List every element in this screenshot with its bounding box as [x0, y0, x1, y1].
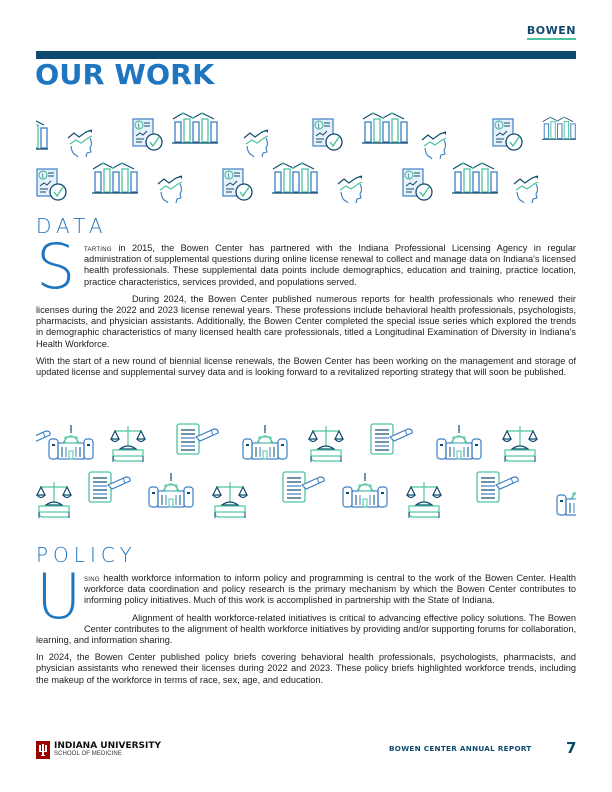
dropcap-letter: U — [36, 560, 82, 633]
bar-chart-icon — [172, 112, 218, 146]
bar-chart-icon — [92, 162, 138, 196]
policy-section-body — [36, 560, 576, 692]
capitol-building-icon — [342, 473, 388, 509]
scales-of-justice-icon — [36, 481, 72, 519]
university-name: INDIANA UNIVERSITY — [54, 741, 162, 751]
scales-of-justice-icon — [212, 481, 248, 519]
info-document-check-icon — [222, 168, 254, 202]
head-trend-icon — [336, 174, 366, 203]
report-label: BOWEN CENTER ANNUAL REPORT — [389, 744, 532, 753]
scales-of-justice-icon — [406, 481, 442, 519]
bar-chart-icon — [272, 162, 318, 196]
data-icon-pattern — [36, 108, 576, 203]
head-trend-icon — [66, 128, 96, 158]
info-document-check-icon — [402, 168, 434, 202]
page-title: OUR WORK — [35, 58, 215, 91]
document-pen-icon — [476, 471, 520, 505]
head-trend-icon — [242, 128, 272, 158]
scales-of-justice-icon — [308, 425, 344, 463]
document-pen-icon — [176, 423, 220, 457]
policy-paragraph-3: In 2024, the Bowen Center published policy briefs covering behavioral health professionals, psychologists, pharmacists, and physician assistants who renewed their licenses during 2022 and 2023. These policy briefs highlighted workforce trends, including the makeup of the workforce in terms of race, sex, age, and education. — [36, 652, 576, 685]
bar-chart-icon — [36, 118, 48, 152]
bowen-brand-logo: BOWEN — [527, 24, 576, 40]
page-number: 7 — [566, 739, 577, 757]
bar-chart-icon — [542, 112, 576, 146]
scales-of-justice-icon — [502, 425, 538, 463]
policy-icon-pattern — [36, 423, 576, 523]
section-heading-policy: POLICY — [36, 543, 137, 567]
head-trend-icon — [420, 130, 450, 160]
head-trend-icon — [156, 174, 186, 203]
data-paragraph-1: Starting in 2015, the Bowen Center has partnered with the Indiana Professional Licensing Agency in regular administration of supplemental questions during online license renewal to collect and manage data on Indiana's licensed health professionals. These supplemental data points include demographics, education and training, practice location, practice characteristics, services provided, and populations served. — [36, 230, 576, 303]
info-document-check-icon — [492, 118, 524, 152]
capitol-building-icon — [436, 425, 482, 461]
data-paragraph-2: During 2024, the Bowen Center published numerous reports for health professionals who renewed their licenses during the 2022 and 2023 license renewal years. These professions include behavioral health professionals, psychologists, pharmacists, and physician assistants. Additionally, the Bowen Center completed the special issue series which explored the trends in demographic characteristics of many licensed health care professionals, titled a Longitudinal Examination of Diversity in Indiana's Health Workforce. — [36, 293, 576, 349]
policy-paragraph-1: Using health workforce information to inform policy and programming is central to the work of the Bowen Center. Health workforce data coordination and policy research is the primary mechanism by which the Bowen Center contributes to informing policy initiatives. Much of this work is accomplished in partnership with the State of Indiana. — [36, 560, 576, 633]
capitol-building-icon — [148, 473, 194, 509]
lead-word: tarting — [84, 243, 112, 253]
iu-trident-icon — [36, 741, 50, 759]
section-heading-data: DATA — [36, 214, 108, 238]
school-name: SCHOOL OF MEDICINE — [54, 751, 122, 757]
info-document-check-icon — [36, 168, 68, 202]
capitol-building-icon — [48, 425, 94, 461]
scales-of-justice-icon — [110, 425, 146, 463]
data-paragraph-3: With the start of a new round of biennial license renewals, the Bowen Center has been working on the management and storage of updated license and supplemental survey data and is looking forward to a revitalized reporting strategy that will soon be published. — [36, 355, 576, 378]
capitol-building-icon — [242, 425, 288, 461]
bar-chart-icon — [452, 162, 498, 196]
info-document-check-icon — [132, 118, 164, 152]
info-document-check-icon — [312, 118, 344, 152]
data-section-body — [36, 230, 576, 384]
lead-word: sing — [84, 573, 100, 583]
document-pen-icon — [370, 423, 414, 457]
dropcap-letter: S — [36, 230, 76, 303]
bar-chart-icon — [362, 112, 408, 146]
head-trend-icon — [512, 174, 542, 203]
document-pen-icon — [282, 471, 326, 505]
document-pen-icon — [88, 471, 132, 505]
iu-school-of-medicine-logo — [36, 741, 161, 759]
capitol-building-icon — [556, 481, 576, 517]
policy-paragraph-2: Alignment of health workforce-related initiatives is critical to advancing effective policy solutions. The Bowen Center contributes to the alignment of health workforce initiatives by providing and/or supporting forums for collaboration, learning, and information sharing. — [36, 612, 576, 646]
